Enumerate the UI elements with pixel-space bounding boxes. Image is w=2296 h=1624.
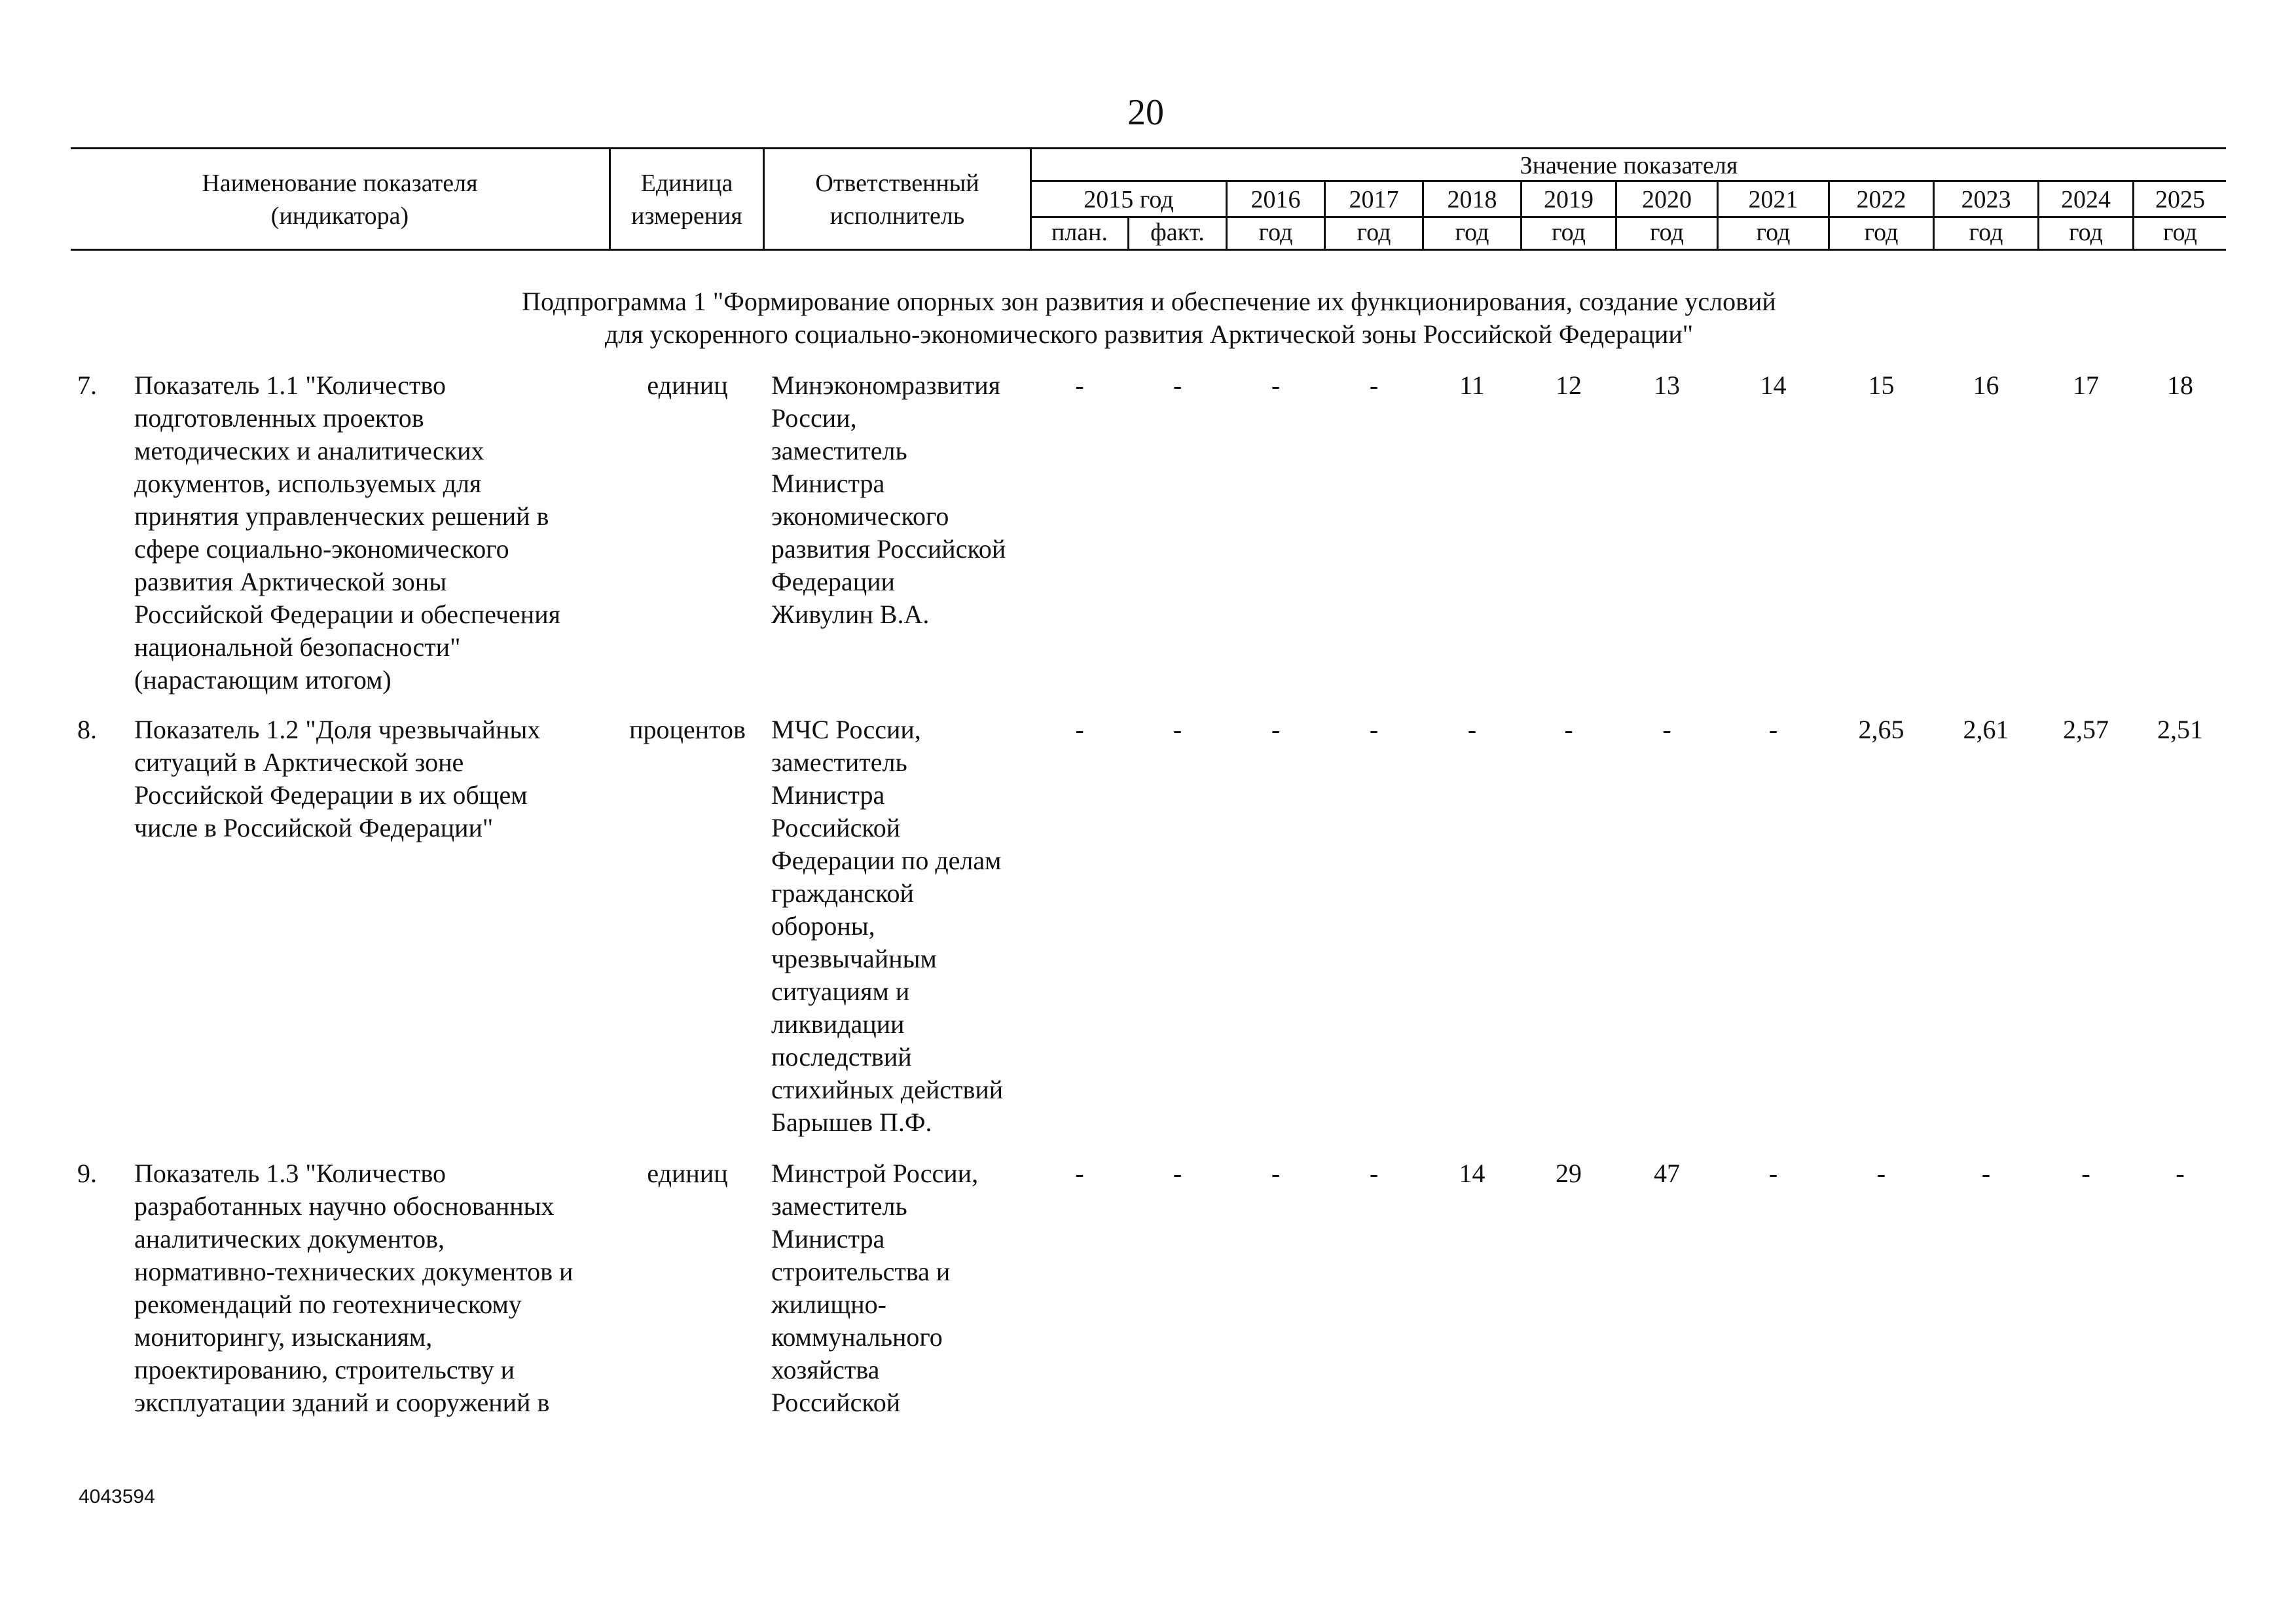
header-year-2023: 2023 (1961, 186, 2011, 213)
value-cell: - (1981, 1159, 1991, 1188)
value-cell: - (1369, 370, 1379, 400)
subprogram-title-line1: Подпрограмма 1 "Формирование опорных зон развития и обеспечение их функционирования, создание условий (522, 287, 1776, 316)
value-cell: 2,51 (2157, 715, 2203, 744)
indicator-unit: единиц (647, 1159, 728, 1188)
value-cell: - (1075, 715, 1084, 744)
header-year-2021: 2021 (1748, 186, 1798, 213)
header-year-2015: 2015 год (1084, 186, 1174, 213)
value-cell: - (1369, 715, 1379, 744)
header-year-2019: 2019 (1544, 186, 1594, 213)
header-fact: факт. (1150, 219, 1205, 246)
header-plan: план. (1051, 219, 1108, 246)
value-cell: 47 (1654, 1159, 1680, 1188)
indicator-responsible: Минэкономразвития России, заместитель Министра экономического развития Российской Федерации Живулин В.А. (771, 370, 1006, 629)
value-cell: - (1369, 1159, 1379, 1188)
value-cell: - (1271, 370, 1281, 400)
value-cell: 2,65 (1858, 715, 1904, 744)
value-cell: - (1075, 370, 1084, 400)
header-year-2018: 2018 (1447, 186, 1497, 213)
indicator-unit: процентов (629, 715, 746, 744)
value-cell: 12 (1556, 370, 1582, 400)
value-cell: - (1173, 370, 1182, 400)
header-bottom-rule (71, 249, 2226, 251)
header-year-suffix: год (2163, 219, 2197, 246)
header-year-suffix: год (1552, 219, 1586, 246)
header-year-suffix: год (1864, 219, 1899, 246)
value-cell: 14 (1459, 1159, 1485, 1188)
header-year-2016: 2016 (1250, 186, 1301, 213)
header-year-2024: 2024 (2061, 186, 2111, 213)
value-cell: - (2176, 1159, 2185, 1188)
header-name: Наименование показателя (индикатора) (202, 170, 478, 230)
subprogram-title-line2: для ускоренного социально-экономического развития Арктической зоны Российской Федерации" (604, 319, 1694, 349)
value-cell: 2,61 (1963, 715, 2009, 744)
page-number: 20 (1127, 92, 1164, 133)
header-year-2017: 2017 (1349, 186, 1399, 213)
header-year-suffix: год (2069, 219, 2103, 246)
indicator-responsible: МЧС России, заместитель Министра Российской Федерации по делам гражданской обороны, чрезвычайным ситуациям и ликвидации последствий стихийных действий Барышев П.Ф. (771, 715, 1004, 1137)
header-year-suffix: год (1258, 219, 1293, 246)
value-cell: - (1271, 715, 1281, 744)
value-cell: 17 (2073, 370, 2099, 400)
indicator-name: Показатель 1.1 "Количество подготовленных проектов методических и аналитических документов, используемых для принятия управленческих решений в сфере социально-экономического развития Арктической зоны Российской Федерации и обеспечения национальной безопасности" (нарастающим итогом) (134, 370, 561, 695)
value-cell: - (2081, 1159, 2090, 1188)
row-number: 7. (77, 370, 97, 400)
header-year-suffix: год (1650, 219, 1684, 246)
row-number: 9. (77, 1159, 97, 1188)
row-number: 8. (77, 715, 97, 744)
value-cell: - (1173, 1159, 1182, 1188)
header-year-2020: 2020 (1642, 186, 1692, 213)
header-year-suffix: год (1357, 219, 1391, 246)
value-cell: 16 (1973, 370, 1999, 400)
header-year-2025: 2025 (2155, 186, 2205, 213)
indicator-unit: единиц (647, 370, 728, 400)
value-cell: - (1467, 715, 1477, 744)
header-responsible: Ответственный исполнитель (815, 170, 979, 230)
value-cell: - (1564, 715, 1573, 744)
value-cell: - (1075, 1159, 1084, 1188)
value-cell: 18 (2167, 370, 2193, 400)
value-cell: 13 (1654, 370, 1680, 400)
value-cell: 11 (1459, 370, 1485, 400)
header-year-suffix: год (1455, 219, 1489, 246)
value-cell: 2,57 (2063, 715, 2109, 744)
header-values-title: Значение показателя (1520, 152, 1738, 179)
document-id: 4043594 (79, 1486, 155, 1507)
indicator-name: Показатель 1.2 "Доля чрезвычайных ситуаций в Арктической зоне Российской Федерации в их общем числе в Российской Федерации" (134, 715, 541, 842)
value-cell: 29 (1556, 1159, 1582, 1188)
value-cell: 14 (1760, 370, 1787, 400)
indicator-name: Показатель 1.3 "Количество разработанных научно обоснованных аналитических документов, нормативно-технических документов и рекомендаций по геотехническому мониторингу, изысканиям, проектированию, строительству и эксплуатации зданий и сооружений в (134, 1159, 574, 1417)
value-cell: - (1271, 1159, 1281, 1188)
header-year-suffix: год (1756, 219, 1791, 246)
indicator-responsible: Минстрой России, заместитель Министра строительства и жилищно- коммунального хозяйства Российской (771, 1159, 979, 1417)
value-cell: 15 (1868, 370, 1895, 400)
header-year-suffix: год (1969, 219, 2003, 246)
value-cell: - (1662, 715, 1671, 744)
value-cell: - (1768, 1159, 1778, 1188)
value-cell: - (1768, 715, 1778, 744)
value-cell: - (1173, 715, 1182, 744)
header-unit: Единица измерения (631, 170, 742, 230)
header-year-2022: 2022 (1856, 186, 1906, 213)
value-cell: - (1876, 1159, 1886, 1188)
